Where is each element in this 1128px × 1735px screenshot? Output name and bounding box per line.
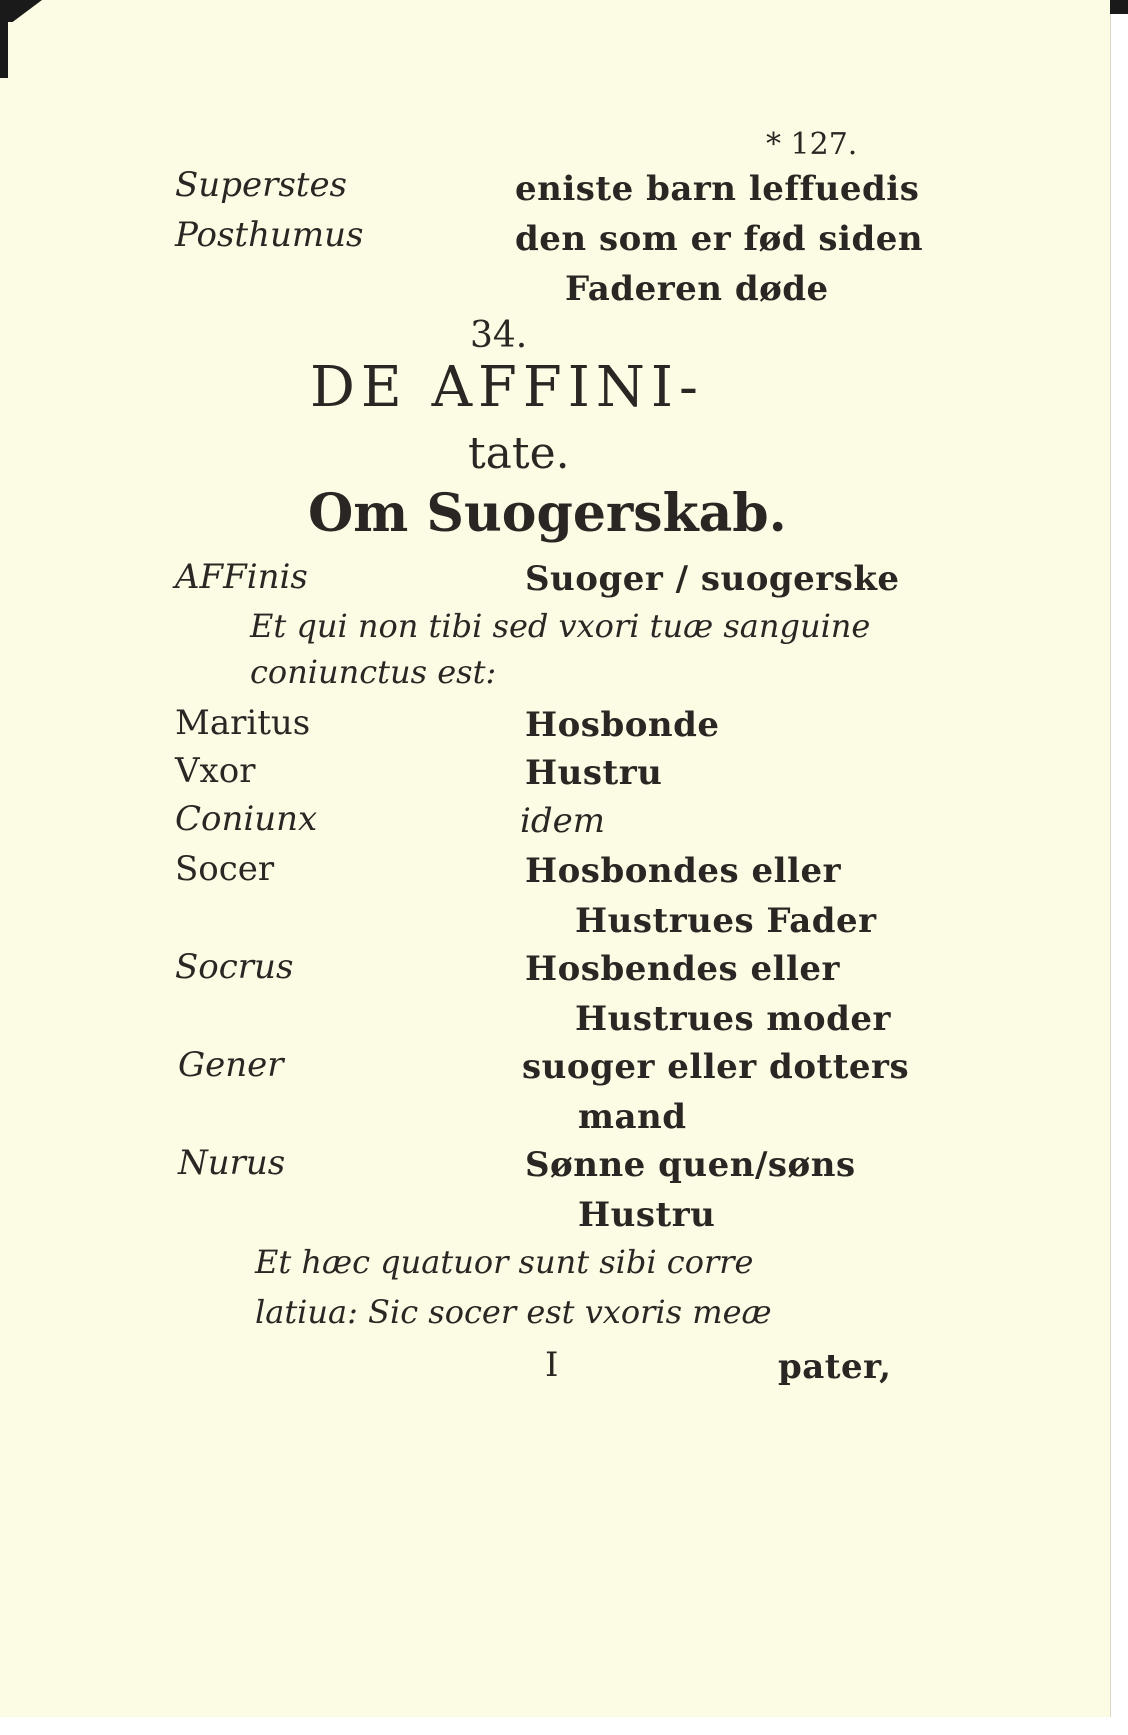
page-number: * 127.: [766, 127, 858, 162]
note-line-2: coniunctus est:: [250, 653, 497, 691]
latin-term-maritus: Maritus: [175, 703, 311, 743]
danish-gloss-gener-cont: mand: [578, 1097, 687, 1137]
scan-corner-shadow: [0, 0, 42, 22]
latin-term-affinis: AFFinis: [175, 557, 308, 597]
latin-term-nurus: Nurus: [178, 1143, 286, 1183]
danish-gloss-posthumus: den som er fød siden: [515, 219, 924, 259]
latin-term-socer: Socer: [175, 849, 275, 889]
danish-gloss-socer: Hosbondes eller: [525, 851, 842, 891]
note-line-3: Et hæc quatuor sunt sibi corre: [255, 1243, 754, 1281]
scan-corner-mark: [1110, 0, 1128, 14]
danish-gloss-coniunx: idem: [520, 801, 605, 841]
danish-gloss-nurus: Sønne quen/søns: [525, 1145, 856, 1185]
note-line-1: Et qui non tibi sed vxori tuæ sanguine: [250, 607, 871, 645]
latin-term-vxor: Vxor: [175, 751, 256, 791]
danish-gloss-superstes: eniste barn leffuedis: [515, 169, 920, 209]
section-heading-line1: DE AFFINI-: [310, 355, 704, 420]
danish-gloss-socrus-cont: Hustrues moder: [575, 999, 891, 1039]
scan-bottom-margin: [0, 1717, 1128, 1735]
section-heading-line2: tate.: [468, 428, 570, 479]
danish-gloss-maritus: Hosbonde: [525, 705, 720, 745]
note-line-4: latiua: Sic socer est vxoris meæ: [255, 1293, 772, 1331]
latin-term-superstes: Superstes: [175, 165, 348, 205]
danish-gloss-vxor: Hustru: [525, 753, 663, 793]
latin-term-posthumus: Posthumus: [175, 215, 364, 255]
danish-gloss-socer-cont: Hustrues Fader: [575, 901, 877, 941]
danish-gloss-gener: suoger eller dotters: [522, 1047, 910, 1087]
section-number: 34.: [470, 315, 528, 356]
danish-gloss-socrus: Hosbendes eller: [525, 949, 840, 989]
danish-gloss-continuation: Faderen døde: [565, 269, 829, 309]
latin-term-gener: Gener: [178, 1045, 284, 1085]
danish-gloss-nurus-cont: Hustru: [578, 1195, 716, 1235]
latin-term-coniunx: Coniunx: [175, 799, 318, 839]
latin-term-socrus: Socrus: [175, 947, 294, 987]
section-heading-danish: Om Suogerskab.: [308, 483, 787, 544]
danish-gloss-affinis: Suoger / suogerske: [525, 559, 900, 599]
signature-mark: I: [545, 1345, 559, 1385]
catchword: pater,: [778, 1347, 892, 1387]
